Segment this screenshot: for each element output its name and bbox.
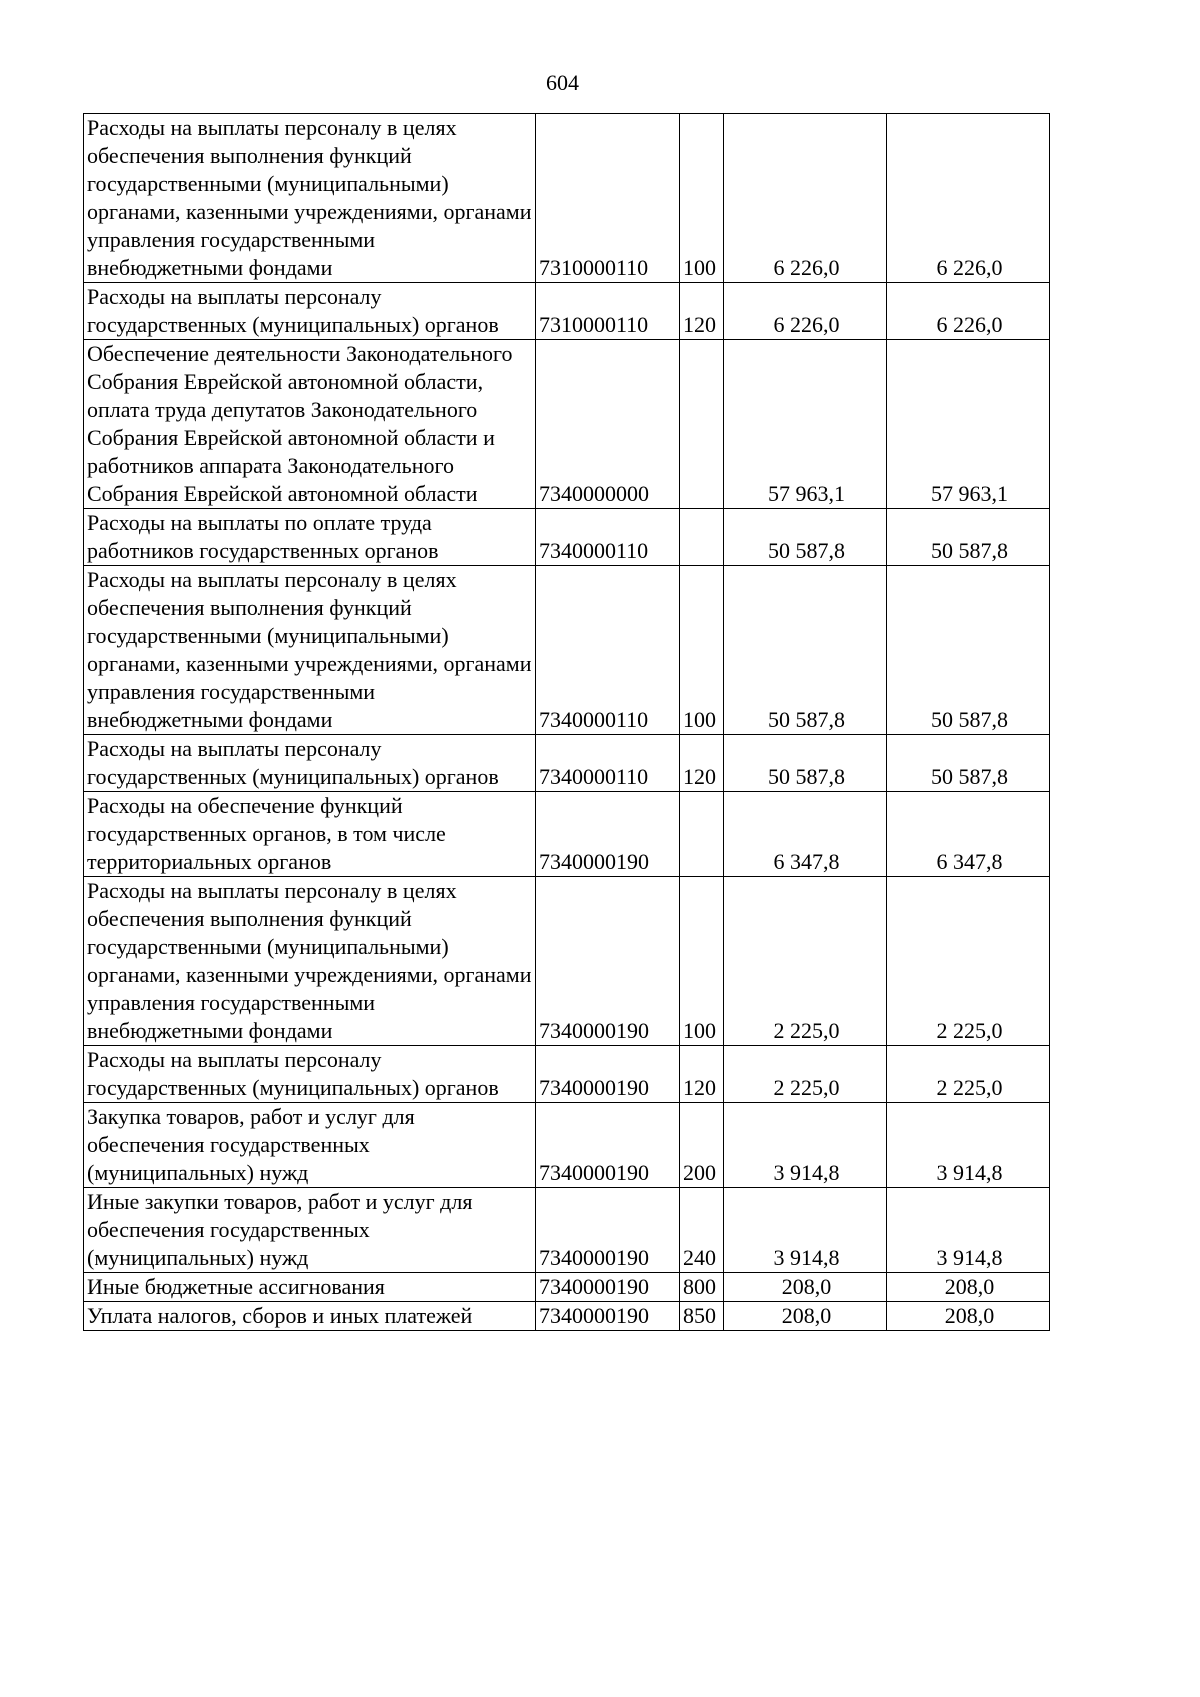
row-value1-cell: 57 963,1 bbox=[724, 340, 887, 509]
row-code-cell: 7340000000 bbox=[536, 340, 680, 509]
row-value2-cell: 6 347,8 bbox=[887, 792, 1050, 877]
row-type-cell: 120 bbox=[680, 1046, 724, 1103]
row-name-cell: Расходы на выплаты персоналу государственных (муниципальных) органов bbox=[84, 735, 536, 792]
row-name-cell: Иные бюджетные ассигнования bbox=[84, 1273, 536, 1302]
row-name-cell: Уплата налогов, сборов и иных платежей bbox=[84, 1302, 536, 1331]
row-name-cell: Расходы на выплаты персоналу государственных (муниципальных) органов bbox=[84, 283, 536, 340]
row-code-cell: 7340000190 bbox=[536, 1188, 680, 1273]
row-value1-cell: 208,0 bbox=[724, 1273, 887, 1302]
row-value2-cell: 3 914,8 bbox=[887, 1188, 1050, 1273]
row-name-cell: Расходы на выплаты по оплате труда работников государственных органов bbox=[84, 509, 536, 566]
row-type-cell: 850 bbox=[680, 1302, 724, 1331]
row-value1-cell: 208,0 bbox=[724, 1302, 887, 1331]
row-value1-cell: 3 914,8 bbox=[724, 1188, 887, 1273]
row-value2-cell: 208,0 bbox=[887, 1302, 1050, 1331]
row-code-cell: 7340000110 bbox=[536, 566, 680, 735]
row-value1-cell: 6 226,0 bbox=[724, 283, 887, 340]
table-row bbox=[84, 114, 1050, 283]
table-row bbox=[84, 340, 1050, 509]
row-name-cell: Расходы на выплаты персоналу государственных (муниципальных) органов bbox=[84, 1046, 536, 1103]
row-type-cell: 100 bbox=[680, 877, 724, 1046]
row-type-cell bbox=[680, 509, 724, 566]
row-code-cell: 7340000110 bbox=[536, 509, 680, 566]
table-row bbox=[84, 877, 1050, 1046]
row-type-cell: 200 bbox=[680, 1103, 724, 1188]
row-value2-cell: 2 225,0 bbox=[887, 1046, 1050, 1103]
row-value1-cell: 50 587,8 bbox=[724, 509, 887, 566]
row-value2-cell: 2 225,0 bbox=[887, 877, 1050, 1046]
row-code-cell: 7340000110 bbox=[536, 735, 680, 792]
row-value1-cell: 2 225,0 bbox=[724, 877, 887, 1046]
table-row bbox=[84, 566, 1050, 735]
budget-table-body bbox=[84, 114, 1050, 1331]
row-code-cell: 7310000110 bbox=[536, 114, 680, 283]
row-code-cell: 7340000190 bbox=[536, 1103, 680, 1188]
row-value1-cell: 2 225,0 bbox=[724, 1046, 887, 1103]
row-name-cell: Закупка товаров, работ и услуг для обеспечения государственных (муниципальных) нужд bbox=[84, 1103, 536, 1188]
row-type-cell bbox=[680, 340, 724, 509]
row-name-cell: Расходы на выплаты персоналу в целях обеспечения выполнения функций государственными (муниципальными) органами, казенными учреждениями, органами управления государственными внебюджетными фондами bbox=[84, 566, 536, 735]
row-type-cell bbox=[680, 792, 724, 877]
table-row bbox=[84, 1188, 1050, 1273]
table-row bbox=[84, 509, 1050, 566]
row-type-cell: 120 bbox=[680, 283, 724, 340]
table-row bbox=[84, 283, 1050, 340]
row-value1-cell: 6 226,0 bbox=[724, 114, 887, 283]
row-code-cell: 7340000190 bbox=[536, 792, 680, 877]
row-code-cell: 7340000190 bbox=[536, 1046, 680, 1103]
row-code-cell: 7340000190 bbox=[536, 1302, 680, 1331]
row-value2-cell: 3 914,8 bbox=[887, 1103, 1050, 1188]
row-value2-cell: 50 587,8 bbox=[887, 509, 1050, 566]
table-row bbox=[84, 735, 1050, 792]
row-value1-cell: 50 587,8 bbox=[724, 735, 887, 792]
page-number: 604 bbox=[546, 70, 579, 95]
row-value1-cell: 6 347,8 bbox=[724, 792, 887, 877]
row-name-cell: Расходы на выплаты персоналу в целях обеспечения выполнения функций государственными (муниципальными) органами, казенными учреждениями, органами управления государственными внебюджетными фондами bbox=[84, 877, 536, 1046]
row-value1-cell: 50 587,8 bbox=[724, 566, 887, 735]
row-code-cell: 7340000190 bbox=[536, 877, 680, 1046]
row-value2-cell: 50 587,8 bbox=[887, 735, 1050, 792]
row-name-cell: Иные закупки товаров, работ и услуг для обеспечения государственных (муниципальных) нужд bbox=[84, 1188, 536, 1273]
row-type-cell: 100 bbox=[680, 566, 724, 735]
budget-table bbox=[83, 113, 1050, 1331]
row-type-cell: 100 bbox=[680, 114, 724, 283]
table-row bbox=[84, 792, 1050, 877]
row-value2-cell: 208,0 bbox=[887, 1273, 1050, 1302]
row-name-cell: Расходы на обеспечение функций государственных органов, в том числе территориальных органов bbox=[84, 792, 536, 877]
row-type-cell: 120 bbox=[680, 735, 724, 792]
table-row bbox=[84, 1103, 1050, 1188]
row-code-cell: 7340000190 bbox=[536, 1273, 680, 1302]
table-row bbox=[84, 1046, 1050, 1103]
row-value2-cell: 6 226,0 bbox=[887, 114, 1050, 283]
row-value2-cell: 6 226,0 bbox=[887, 283, 1050, 340]
table-row bbox=[84, 1273, 1050, 1302]
row-name-cell: Расходы на выплаты персоналу в целях обеспечения выполнения функций государственными (муниципальными) органами, казенными учреждениями, органами управления государственными внебюджетными фондами bbox=[84, 114, 536, 283]
row-type-cell: 240 bbox=[680, 1188, 724, 1273]
row-value2-cell: 57 963,1 bbox=[887, 340, 1050, 509]
row-code-cell: 7310000110 bbox=[536, 283, 680, 340]
row-value2-cell: 50 587,8 bbox=[887, 566, 1050, 735]
row-type-cell: 800 bbox=[680, 1273, 724, 1302]
table-row bbox=[84, 1302, 1050, 1331]
row-name-cell: Обеспечение деятельности Законодательного Собрания Еврейской автономной области, оплата труда депутатов Законодательного Собрания Еврейской автономной области и работников аппарата Законодательного Собрания Еврейской автономной области bbox=[84, 340, 536, 509]
row-value1-cell: 3 914,8 bbox=[724, 1103, 887, 1188]
